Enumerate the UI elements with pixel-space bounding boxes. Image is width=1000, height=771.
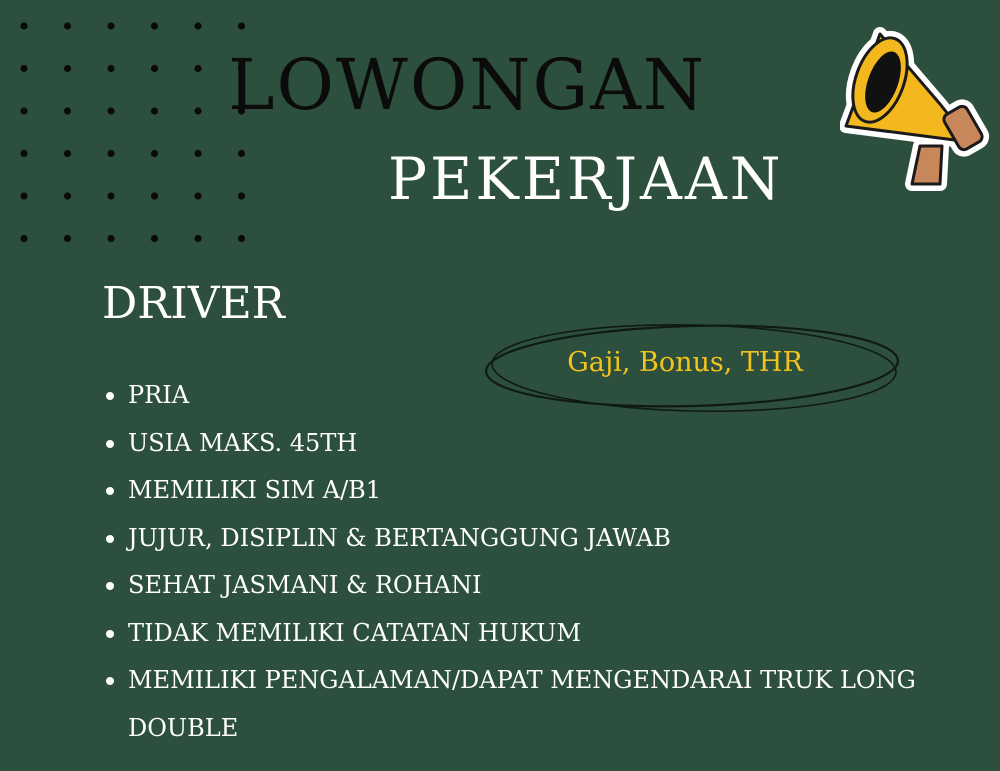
requirements-list: [106, 372, 966, 752]
decorative-dot: [238, 22, 245, 29]
decorative-dot: [151, 150, 158, 157]
decorative-dot: [194, 107, 201, 114]
decorative-dot: [64, 192, 71, 199]
requirement-item: MEMILIKI PENGALAMAN/DAPAT MENGENDARAI TRUK LONG DOUBLE: [106, 657, 966, 752]
decorative-dot: [238, 192, 245, 199]
decorative-dot: [107, 65, 114, 72]
dot-grid-decoration: [0, 0, 260, 260]
decorative-dot: [64, 65, 71, 72]
decorative-dot: [151, 235, 158, 242]
decorative-dot: [64, 235, 71, 242]
poster-title-line2: PEKERJAAN: [388, 145, 784, 213]
decorative-dot: [194, 150, 201, 157]
decorative-dot: [107, 192, 114, 199]
requirement-item: MEMILIKI SIM A/B1: [106, 467, 966, 515]
megaphone-icon: [840, 24, 990, 194]
decorative-dot: [64, 150, 71, 157]
requirement-item: USIA MAKS. 45TH: [106, 420, 966, 468]
requirement-item: TIDAK MEMILIKI CATATAN HUKUM: [106, 610, 966, 658]
decorative-dot: [151, 192, 158, 199]
requirement-item: PRIA: [106, 372, 966, 420]
requirement-item: SEHAT JASMANI & ROHANI: [106, 562, 966, 610]
decorative-dot: [194, 235, 201, 242]
decorative-dot: [20, 235, 27, 242]
decorative-dot: [107, 107, 114, 114]
decorative-dot: [107, 22, 114, 29]
decorative-dot: [194, 192, 201, 199]
decorative-dot: [151, 65, 158, 72]
decorative-dot: [20, 65, 27, 72]
decorative-dot: [20, 22, 27, 29]
decorative-dot: [238, 150, 245, 157]
decorative-dot: [194, 22, 201, 29]
decorative-dot: [151, 107, 158, 114]
decorative-dot: [20, 150, 27, 157]
poster-title-line1: LOWONGAN: [228, 44, 707, 126]
decorative-dot: [107, 235, 114, 242]
decorative-dot: [20, 192, 27, 199]
requirement-item: JUJUR, DISIPLIN & BERTANGGUNG JAWAB: [106, 515, 966, 563]
decorative-dot: [64, 22, 71, 29]
decorative-dot: [194, 65, 201, 72]
decorative-dot: [151, 22, 158, 29]
decorative-dot: [107, 150, 114, 157]
decorative-dot: [238, 235, 245, 242]
job-position-title: DRIVER: [102, 278, 285, 329]
decorative-dot: [20, 107, 27, 114]
decorative-dot: [64, 107, 71, 114]
benefits-text: Gaji, Bonus, THR: [567, 347, 803, 378]
